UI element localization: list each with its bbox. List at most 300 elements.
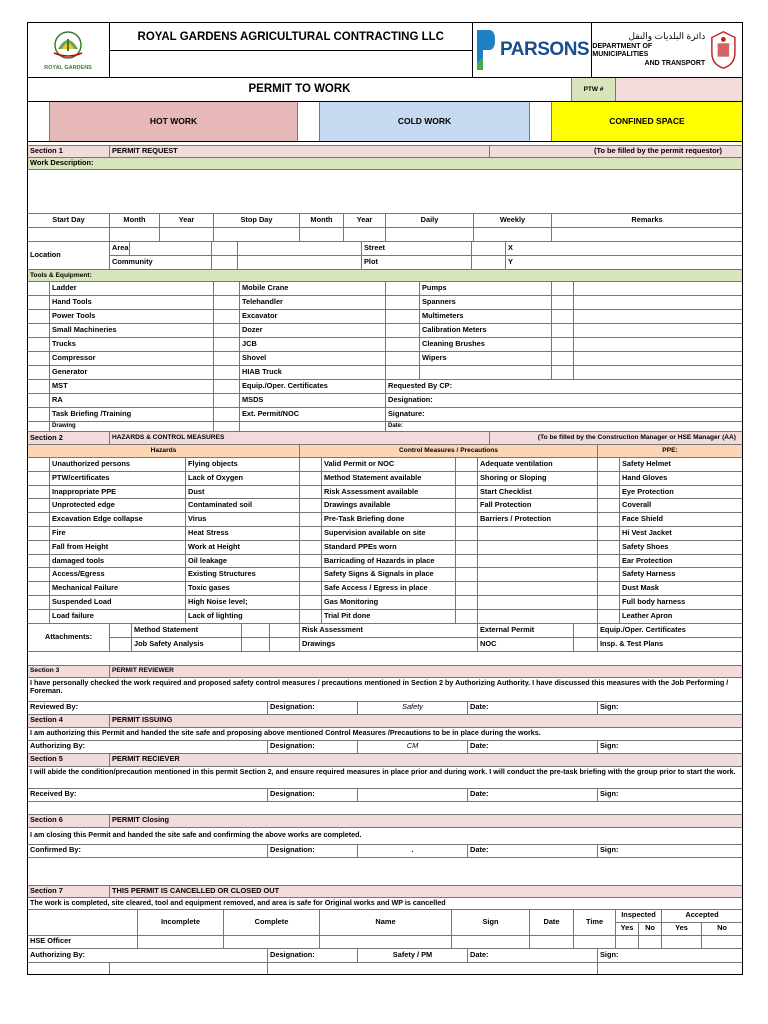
docs-row	[27, 394, 743, 408]
ppe-checkbox[interactable]	[598, 527, 620, 540]
control-checkbox[interactable]	[300, 513, 322, 526]
tool-extra-field[interactable]	[574, 282, 742, 295]
hazard-row	[27, 555, 743, 569]
control-item: Valid Permit or NOC	[322, 458, 456, 471]
ppe-checkbox[interactable]	[598, 499, 620, 512]
section-3-statement-row	[27, 678, 743, 702]
section-2-name: HAZARDS & CONTROL MEASURES	[110, 432, 490, 444]
control-checkbox[interactable]	[456, 499, 478, 512]
control-item: Barricading of Hazards in place	[322, 555, 456, 568]
title-row	[27, 78, 743, 102]
section-1-name: PERMIT REQUEST	[110, 146, 490, 157]
control-checkbox[interactable]	[300, 596, 322, 609]
control-checkbox[interactable]	[300, 582, 322, 595]
work-description-label-row	[27, 158, 743, 170]
accepted-no-field[interactable]	[702, 936, 742, 948]
ptw-number-field[interactable]	[616, 78, 742, 101]
hazard-checkbox[interactable]	[28, 458, 50, 471]
accepted-no: No	[717, 923, 727, 933]
form-header	[27, 22, 743, 78]
control-checkbox[interactable]	[456, 513, 478, 526]
designation-label: Designation:	[268, 741, 358, 753]
control-checkbox[interactable]	[300, 610, 322, 623]
control-item: Gas Monitoring	[322, 596, 456, 609]
inspected-header: Inspected	[616, 910, 662, 922]
hse-officer-row	[27, 936, 743, 949]
attachment-checkbox[interactable]	[270, 638, 300, 651]
designation-value[interactable]	[358, 789, 468, 801]
tools-grid	[27, 282, 743, 380]
hazard-checkbox[interactable]	[28, 541, 50, 554]
section-1-note: (To be filled by the permit requestor)	[594, 146, 722, 156]
section-3-name: PERMIT REVIEWER	[112, 667, 174, 675]
tools-row	[27, 352, 743, 366]
tool-extra-field[interactable]	[574, 338, 742, 351]
section-1-label: Section 1	[28, 146, 110, 157]
hazard-checkbox[interactable]	[28, 527, 50, 540]
sign-header: Sign	[452, 910, 530, 935]
date-label: Date:	[468, 741, 598, 753]
confirmed-by-label: Confirmed By:	[28, 845, 268, 857]
doc-sign-item: Date:	[388, 422, 404, 429]
attachment-noc: NOC	[478, 638, 574, 651]
stop-day-header: Stop Day	[214, 214, 300, 227]
location-rows	[27, 242, 743, 270]
dmt-line2: AND TRANSPORT	[644, 60, 706, 67]
section-7-statement-row	[27, 898, 743, 910]
accepted-yes-field[interactable]	[662, 936, 702, 948]
tool-checkbox[interactable]	[552, 310, 574, 323]
hazard-row	[27, 568, 743, 582]
attachment-checkbox[interactable]	[574, 624, 598, 637]
parsons-logo	[473, 23, 593, 77]
tool-extra-field[interactable]	[574, 310, 742, 323]
name-header: Name	[320, 910, 452, 935]
doc-checkbox[interactable]	[214, 380, 240, 393]
attachment-equip-certificates: Equip./Oper. Certificates	[600, 624, 686, 634]
docs-row	[27, 380, 743, 394]
section-4-label: Section 4	[28, 715, 110, 727]
hazards-header: Hazards	[28, 445, 300, 457]
doc-checkbox[interactable]	[28, 394, 50, 407]
spacer	[27, 802, 743, 815]
tools-label-row	[27, 270, 743, 282]
sign-label: Sign:	[600, 845, 619, 855]
section-6-sign-row	[27, 845, 743, 858]
hazard-item: Access/Egress	[50, 568, 186, 581]
control-checkbox[interactable]	[300, 458, 322, 471]
tool-checkbox[interactable]	[28, 296, 50, 309]
dmt-line1: DEPARTMENT OF MUNICIPALITIES	[592, 42, 653, 59]
doc-item: RA	[50, 394, 214, 407]
incomplete-field[interactable]	[138, 936, 224, 948]
tool-checkbox[interactable]	[552, 352, 574, 365]
control-checkbox[interactable]	[300, 568, 322, 581]
ppe-checkbox[interactable]	[598, 596, 620, 609]
tool-checkbox[interactable]	[552, 324, 574, 337]
section-3-label: Section 3	[28, 666, 110, 677]
hazard-row	[27, 513, 743, 527]
section-2-header	[27, 432, 743, 445]
control-checkbox[interactable]	[300, 527, 322, 540]
hazard-item: Existing Structures	[186, 568, 300, 581]
closeout-header-row	[27, 910, 743, 936]
designation-label: Designation:	[268, 702, 358, 714]
hse-officer-label: HSE Officer	[28, 936, 138, 948]
tool-checkbox[interactable]	[552, 366, 574, 379]
ppe-checkbox[interactable]	[598, 555, 620, 568]
control-checkbox[interactable]	[456, 610, 478, 623]
attachment-checkbox[interactable]	[270, 624, 300, 637]
doc-checkbox[interactable]	[214, 422, 240, 431]
tool-checkbox[interactable]	[214, 338, 240, 351]
plot-field[interactable]	[472, 256, 506, 269]
sign-label: Sign:	[600, 741, 619, 751]
tool-checkbox[interactable]	[214, 282, 240, 295]
cold-work-checkbox[interactable]	[298, 102, 320, 141]
hazard-checkbox[interactable]	[28, 555, 50, 568]
section-2-note: (To be filled by the Construction Manager or HSE Manager (AA)	[537, 434, 736, 442]
hazard-checkbox[interactable]	[28, 472, 50, 485]
ppe-item: Full body harness	[622, 596, 686, 606]
control-checkbox[interactable]	[456, 555, 478, 568]
sign-label: Sign:	[600, 702, 619, 712]
month-header: Month	[110, 214, 160, 227]
attachment-jsa: Job Safety Analysis	[132, 638, 242, 651]
hazard-item: Fire	[50, 527, 186, 540]
hazard-row	[27, 486, 743, 500]
ppe-item: Safety Shoes	[622, 541, 669, 551]
ppe-item: Safety Helmet	[622, 458, 671, 468]
control-item: Shoring or Sloping	[478, 472, 598, 485]
control-item: Safety Signs & Signals in place	[322, 568, 456, 581]
ppe-item: Ear Protection	[622, 555, 673, 565]
doc-checkbox[interactable]	[214, 408, 240, 421]
tool-extra-field[interactable]	[574, 296, 742, 309]
tool-checkbox[interactable]	[214, 296, 240, 309]
tool-checkbox[interactable]	[386, 352, 420, 365]
doc-checkbox[interactable]	[214, 394, 240, 407]
hazard-row	[27, 596, 743, 610]
tool-item: Small Machineries	[50, 324, 214, 337]
hazard-checkbox[interactable]	[28, 568, 50, 581]
parsons-wordmark: PARSONS	[500, 39, 590, 60]
hazard-checkbox[interactable]	[28, 610, 50, 623]
hazard-item: Mechanical Failure	[50, 582, 186, 595]
tool-extra-field[interactable]	[574, 324, 742, 337]
tool-extra-field[interactable]	[574, 366, 742, 379]
ppe-checkbox[interactable]	[598, 513, 620, 526]
tools-row	[27, 366, 743, 380]
inspected-no-field[interactable]	[639, 936, 662, 948]
designation-label: Designation:	[268, 949, 358, 962]
tools-row	[27, 324, 743, 338]
doc-item	[240, 422, 386, 431]
spacer	[27, 858, 743, 886]
docs-row	[27, 422, 743, 432]
community-field[interactable]	[212, 256, 238, 269]
tool-checkbox[interactable]	[28, 338, 50, 351]
control-item: Supervision available on site	[322, 527, 456, 540]
section-1-header	[27, 146, 743, 158]
control-item: Pre-Task Briefing done	[322, 513, 456, 526]
doc-item: MST	[50, 380, 214, 393]
plot-label: Plot	[362, 256, 472, 269]
tool-checkbox[interactable]	[214, 310, 240, 323]
designation-value[interactable]: Safety	[358, 702, 468, 714]
ppe-checkbox[interactable]	[598, 472, 620, 485]
control-item: Trial Pit done	[322, 610, 456, 623]
permit-form	[27, 22, 743, 975]
tool-checkbox[interactable]	[28, 324, 50, 337]
date-label: Date:	[468, 789, 598, 801]
y-label: Y	[508, 257, 513, 267]
hot-work-label: HOT WORK	[50, 102, 298, 141]
tool-item: JCB	[240, 338, 386, 351]
complete-header: Complete	[224, 910, 320, 935]
doc-sign-item: Signature:	[388, 409, 425, 419]
hazard-item: Load failure	[50, 610, 186, 623]
year-header-2: Year	[344, 214, 386, 227]
control-item	[478, 527, 598, 540]
section-5-sign-row	[27, 789, 743, 802]
doc-checkbox[interactable]	[28, 422, 50, 431]
hazard-item: Suspended Load	[50, 596, 186, 609]
attachment-external-permit: External Permit	[478, 624, 574, 637]
control-checkbox[interactable]	[456, 596, 478, 609]
control-checkbox[interactable]	[456, 486, 478, 499]
doc-checkbox[interactable]	[28, 408, 50, 421]
incomplete-header: Incomplete	[138, 910, 224, 935]
tool-item: Pumps	[420, 282, 552, 295]
date-field[interactable]	[530, 936, 574, 948]
tool-checkbox[interactable]	[386, 366, 420, 379]
tool-checkbox[interactable]	[386, 338, 420, 351]
accepted-yes: Yes	[662, 923, 702, 935]
ppe-checkbox[interactable]	[598, 582, 620, 595]
ppe-checkbox[interactable]	[598, 486, 620, 499]
control-checkbox[interactable]	[300, 555, 322, 568]
accepted-header: Accepted	[685, 910, 719, 920]
hazard-item: High Noise level;	[186, 596, 300, 609]
confined-space-checkbox[interactable]	[530, 102, 552, 141]
control-checkbox[interactable]	[300, 541, 322, 554]
control-item: Start Checklist	[478, 486, 598, 499]
control-checkbox[interactable]	[300, 472, 322, 485]
tool-extra-field[interactable]	[574, 352, 742, 365]
section-7-statement: The work is completed, site cleared, tool and equipment removed, and area is safe for Original works and WP is cancelled	[30, 897, 446, 907]
control-item	[478, 568, 598, 581]
ppe-checkbox[interactable]	[598, 458, 620, 471]
attachments-rows	[27, 624, 743, 652]
hazard-row	[27, 499, 743, 513]
designation-value[interactable]: Safety / PM	[358, 949, 468, 962]
area-value-field[interactable]	[238, 242, 362, 255]
designation-label: Designation:	[268, 789, 358, 801]
date-value-row[interactable]	[27, 228, 743, 242]
area-field[interactable]	[130, 242, 212, 255]
hazard-row	[27, 541, 743, 555]
hazard-item: PTW/certificates	[50, 472, 186, 485]
hazard-item: Work at Height	[186, 541, 300, 554]
tool-item: Calibration Meters	[420, 324, 552, 337]
section-6-statement: I am closing this Permit and handed the site safe and confirming the above works are completed.	[30, 830, 362, 840]
attachment-checkbox[interactable]	[574, 638, 598, 651]
tool-checkbox[interactable]	[214, 366, 240, 379]
confined-space-label: CONFINED SPACE	[552, 102, 742, 141]
section-5-header	[27, 754, 743, 767]
control-checkbox[interactable]	[456, 527, 478, 540]
control-item	[478, 596, 598, 609]
tool-item: Excavator	[240, 310, 386, 323]
date-label: Date:	[468, 949, 598, 962]
doc-sign-item: Designation:	[388, 395, 433, 405]
hazard-checkbox[interactable]	[28, 499, 50, 512]
street-field[interactable]	[472, 242, 506, 255]
control-item: Safe Access / Egress in place	[322, 582, 456, 595]
hazard-checkbox[interactable]	[28, 596, 50, 609]
inspected-yes-field[interactable]	[616, 936, 639, 948]
attachment-checkbox[interactable]	[242, 624, 270, 637]
date-label: Date:	[468, 702, 598, 714]
ppe-item: Face Shield	[622, 514, 664, 524]
date-label: Date:	[468, 845, 598, 857]
doc-item: Drawing	[50, 422, 214, 431]
name-field[interactable]	[320, 936, 452, 948]
parsons-logo-icon	[475, 28, 497, 72]
tool-checkbox[interactable]	[28, 310, 50, 323]
daily-header: Daily	[386, 214, 474, 227]
tool-item: Ladder	[50, 282, 214, 295]
doc-item: Ext. Permit/NOC	[240, 408, 386, 421]
control-checkbox[interactable]	[456, 541, 478, 554]
tool-checkbox[interactable]	[552, 338, 574, 351]
month-header-2: Month	[300, 214, 344, 227]
control-checkbox[interactable]	[456, 568, 478, 581]
control-item	[478, 541, 598, 554]
tool-checkbox[interactable]	[386, 282, 420, 295]
sign-label: Sign:	[600, 949, 619, 959]
royal-gardens-logo	[28, 23, 110, 77]
hazard-item: Lack of lighting	[186, 610, 300, 623]
tool-checkbox[interactable]	[552, 282, 574, 295]
attachment-checkbox[interactable]	[110, 638, 132, 651]
ppe-checkbox[interactable]	[598, 541, 620, 554]
location-label: Location	[28, 242, 110, 269]
hazard-item: Inappropriate PPE	[50, 486, 186, 499]
tool-checkbox[interactable]	[28, 352, 50, 365]
tool-item: Multimeters	[420, 310, 552, 323]
doc-checkbox[interactable]	[28, 380, 50, 393]
ppe-checkbox[interactable]	[598, 568, 620, 581]
attachment-risk-assessment: Risk Assessment	[300, 624, 478, 637]
area-label: Area	[110, 242, 130, 255]
tool-checkbox[interactable]	[214, 324, 240, 337]
work-type-row	[27, 102, 743, 142]
tool-item: Cleaning Brushes	[420, 338, 552, 351]
inspected-no: No	[639, 923, 662, 935]
tool-checkbox[interactable]	[28, 366, 50, 379]
tool-checkbox[interactable]	[552, 296, 574, 309]
ppe-item: Safety Harness	[622, 569, 676, 579]
section-4-header	[27, 715, 743, 728]
ppe-item: Eye Protection	[622, 486, 674, 496]
designation-value[interactable]: CM	[358, 741, 468, 753]
year-header: Year	[160, 214, 214, 227]
ppe-checkbox[interactable]	[598, 610, 620, 623]
control-measures-header: Control Measures / Precautions	[300, 445, 598, 457]
docs-row	[27, 408, 743, 422]
tool-checkbox[interactable]	[28, 282, 50, 295]
tool-item: Spanners	[420, 296, 552, 309]
tool-checkbox[interactable]	[214, 352, 240, 365]
section-5-statement-row	[27, 767, 743, 789]
attachments-label: Attachments:	[28, 624, 110, 651]
hazard-item: Dust	[186, 486, 300, 499]
community-label: Community	[110, 256, 212, 269]
control-checkbox[interactable]	[300, 499, 322, 512]
control-item	[478, 582, 598, 595]
section-4-name: PERMIT ISSUING	[112, 715, 173, 725]
hazard-item: Heat Stress	[186, 527, 300, 540]
hazard-checkbox[interactable]	[28, 486, 50, 499]
tools-row	[27, 338, 743, 352]
doc-sign-item: Requested By CP:	[388, 381, 453, 391]
work-description-field[interactable]	[27, 170, 743, 214]
docs-grid	[27, 380, 743, 432]
hazard-item: Unauthorized persons	[50, 458, 186, 471]
attachment-checkbox[interactable]	[242, 638, 270, 651]
tool-checkbox[interactable]	[386, 324, 420, 337]
tools-label: Tools & Equipment:	[30, 271, 92, 279]
control-checkbox[interactable]	[456, 458, 478, 471]
hazard-checkbox[interactable]	[28, 513, 50, 526]
complete-field[interactable]	[224, 936, 320, 948]
ppe-item: Coverall	[622, 500, 652, 510]
control-item: Barriers / Protection	[478, 513, 598, 526]
control-checkbox[interactable]	[456, 582, 478, 595]
attachment-checkbox[interactable]	[110, 624, 132, 637]
control-checkbox[interactable]	[456, 472, 478, 485]
control-item: Drawings available	[322, 499, 456, 512]
tool-item: Generator	[50, 366, 214, 379]
tool-item: Trucks	[50, 338, 214, 351]
tool-checkbox[interactable]	[386, 310, 420, 323]
hazard-item: Unprotected edge	[50, 499, 186, 512]
hazard-checkbox[interactable]	[28, 582, 50, 595]
designation-value[interactable]: .	[358, 845, 468, 857]
inspected-yes: Yes	[616, 923, 639, 935]
control-item: Adequate ventilation	[478, 458, 598, 471]
hot-work-checkbox[interactable]	[28, 102, 50, 141]
hazard-item: Flying objects	[186, 458, 300, 471]
control-checkbox[interactable]	[300, 486, 322, 499]
tools-row	[27, 296, 743, 310]
section-7-sign-row	[27, 949, 743, 963]
designation-label: Designation:	[268, 845, 358, 857]
section-6-label: Section 6	[28, 815, 110, 827]
start-day-header: Start Day	[28, 214, 110, 227]
control-item: Standard PPEs worn	[322, 541, 456, 554]
tool-checkbox[interactable]	[386, 296, 420, 309]
section-7-header	[27, 886, 743, 898]
time-field[interactable]	[574, 936, 616, 948]
remarks-header: Remarks	[631, 215, 663, 225]
sign-field[interactable]	[452, 936, 530, 948]
bottom-row	[27, 963, 743, 975]
section-6-header	[27, 815, 743, 828]
hazard-item: Lack of Oxygen	[186, 472, 300, 485]
